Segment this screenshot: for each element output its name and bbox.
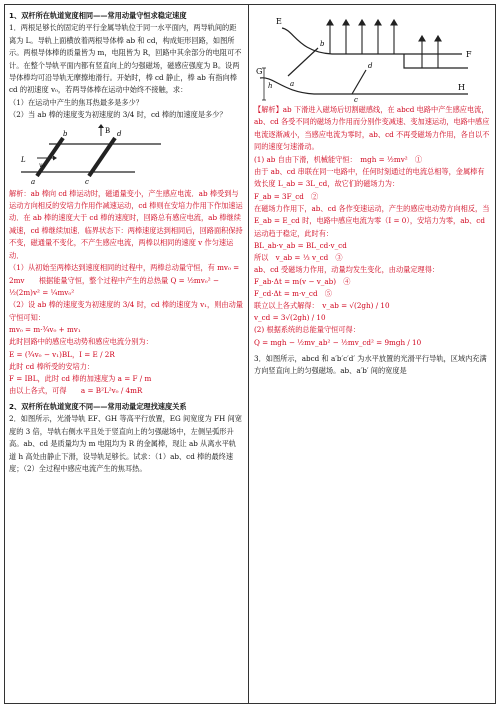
- fig1-label-v0: v₀: [39, 161, 45, 169]
- equation-6: 联立以上各式解得： v_ab = √(2gh) / 10: [254, 301, 390, 311]
- equation-emf: E = (¾v₀ − v₁)BL，I = E / 2R: [9, 349, 115, 359]
- fig2-label-a: a: [290, 80, 295, 88]
- fig1-label-B: B: [105, 126, 111, 135]
- fig2-label-F: F: [466, 50, 472, 59]
- right-column: [254, 10, 490, 700]
- fig2-label-E: E: [276, 17, 282, 26]
- section1-title: 1、双杆所在轨道宽度相同——常用动量守恒求稳定速度: [9, 11, 187, 20]
- part1-impulse: ab、cd 受磁场力作用，动量均发生变化，由动量定理得：: [254, 265, 440, 275]
- part1-energy: (1) ab 自由下滑，机械能守恒： mgh = ½mv² ①: [254, 154, 423, 164]
- fig2-label-H: H: [458, 83, 465, 92]
- fig2-label-b: b: [320, 40, 325, 48]
- question1-text: 1．两根足够长的固定的平行金属导轨位于同一水平面内，两导轨间的距离为 L。导轨上面横放着两根导体棒 ab 和 cd，构成矩形回路，如图所示。两根导体棒的质量皆为 m，电阻皆为 R，回路中其余部分的电阻可不计。在整个导轨平面内都有竖直向上的匀强磁场，磁感应强度为 B。设两导体棒均可沿导轨无摩擦地滑行。开始时，棒 cd 静止，棒 ab 有指向棒 cd 的初速度 v₀，若两导体棒在运动中始终不接触，求：: [9, 23, 242, 95]
- fig1-label-b: b: [63, 129, 68, 138]
- equation-momentum: mv₀ = m·¾v₀ + mv₁: [9, 325, 81, 335]
- part1-current-equal: 由于 ab、cd 串联在同一电路中，任何时刻通过的电流总相等，金属棒有效长度 L_ab = 3L_cd，故它们的磁场力为：: [254, 167, 485, 189]
- solution1-part1: （1）从初始至两棒达到速度相同的过程中，两棒总动量守恒，有 mv₀ = 2mv 根据能量守恒，整个过程中产生的总热量 Q = ½mv₀² − ½(2m)v² = ¼mv₀²: [9, 263, 240, 297]
- question2-text: 2．如图所示，光滑导轨 EF、GH 等高平行放置，EG 间宽度为 FH 间宽度的 3 倍，导轨右侧水平且处于竖直向上的匀强磁场中，左侧呈弧形升高。ab、cd 是质量均为 m 电阻均为 R 的金属棒，现让 ab 从离水平轨道 h 高处由静止下滑，设导轨足够长。试求：（1）ab、cd 棒的最终速度；（2）全过程中感应电流产生的焦耳热。: [9, 414, 242, 473]
- fig2-label-h: h: [268, 82, 273, 90]
- equation-result: 由以上各式，可得 a = B²L²v₀ / 4mR: [9, 385, 143, 395]
- fig1-label-d: d: [117, 129, 122, 138]
- question1-part2: （2）当 ab 棒的速度变为初速度的 3/4 时，cd 棒的加速度是多少？: [9, 110, 227, 120]
- fig2-label-c: c: [354, 96, 358, 102]
- solution1-analysis: 解析：ab 棒向 cd 棒运动时，磁通量变小，产生感应电流．ab 棒受到与运动方向相反的安培力作用作减速运动，cd 棒则在安培力作用下作加速运动．在 ab 棒的速度大于 cd 棒的速度时，回路总有感应电流，ab 棒继续减速，cd 棒继续加速．临界状态下：两棒速度达到相同后，回路面积保持不变，磁通量不变化，不产生感应电流，两棒以相同的速度 v 作匀速运动．: [9, 188, 243, 260]
- equation-force: F = IBL，此时 cd 棒的加速度为 a = F / m: [9, 373, 152, 383]
- equation-8: Q = mgh − ½mv_ab² − ½mv_cd² = 9mgh / 10: [254, 337, 422, 347]
- equation-2: F_ab = 3F_cd ②: [254, 191, 319, 201]
- equation-force-note: 此时 cd 棒所受的安培力：: [9, 361, 95, 371]
- equation-3: BL_ab·v_ab = BL_cd·v_cd: [254, 241, 347, 251]
- part1-steady-state: 在磁场力作用下，ab、cd 各作变速运动，产生的感应电动势方向相反，当 E_ab = E_cd 时，电路中感应电流为零（I = 0），安培力为零，ab、cd 运动趋于稳定，此时有：: [254, 203, 490, 238]
- equation-5: F_cd·Δt = m·v_cd ⑤: [254, 289, 332, 299]
- solution1-part2-intro: （2）设 ab 棒的速度变为初速度的 3/4 时，cd 棒的速度为 v₁，则由动量守恒可知：: [9, 300, 243, 322]
- figure-curved-rails: [254, 10, 484, 102]
- analysis-paragraph: 【解析】ab 下滑进入磁场后切割磁感线，在 abcd 电路中产生感应电流，ab、cd 各受不同的磁场力作用而分别作变减速、变加速运动，电路中感应电流逐渐减小，当感应电流为零时，ab、cd 不再受磁场力作用，各自以不同的速度匀速滑动。: [254, 105, 490, 152]
- equation-4: F_ab·Δt = m(v − v_ab) ④: [254, 277, 351, 287]
- column-divider: [248, 4, 249, 704]
- magnetic-field-arrows: [327, 20, 441, 68]
- fig1-label-c: c: [85, 177, 89, 186]
- part2-energy: (2) 根据系统的总能量守恒可得：: [254, 325, 360, 335]
- equation-3b: 所以 v_ab = ⅓ v_cd ③: [254, 253, 343, 263]
- figure-parallel-rails: [15, 124, 165, 186]
- equation-7: v_cd = 3√(2gh) / 10: [254, 313, 326, 323]
- fig1-label-L: L: [21, 155, 26, 164]
- analysis-tag: 【解析】: [254, 105, 283, 114]
- fig2-label-d: d: [368, 62, 373, 70]
- fig1-label-a: a: [31, 177, 36, 186]
- question3-text: 3．如图所示，abcd 和 a′b′c′d′ 为水平放置的光滑平行导轨，区域内充满方向竖直向上的匀强磁场。ab、a′b′ 间的宽度是: [254, 353, 487, 376]
- left-column: [9, 10, 243, 700]
- equation-momentum-note: 此时回路中的感应电动势和感应电流分别为：: [9, 337, 153, 347]
- fig2-label-G: G: [256, 67, 263, 76]
- section2-title: 2、双杆所在轨道宽度不同——常用动量定理找速度关系: [9, 401, 187, 411]
- question1-part1: （1）在运动中产生的焦耳热最多是多少？: [9, 97, 143, 107]
